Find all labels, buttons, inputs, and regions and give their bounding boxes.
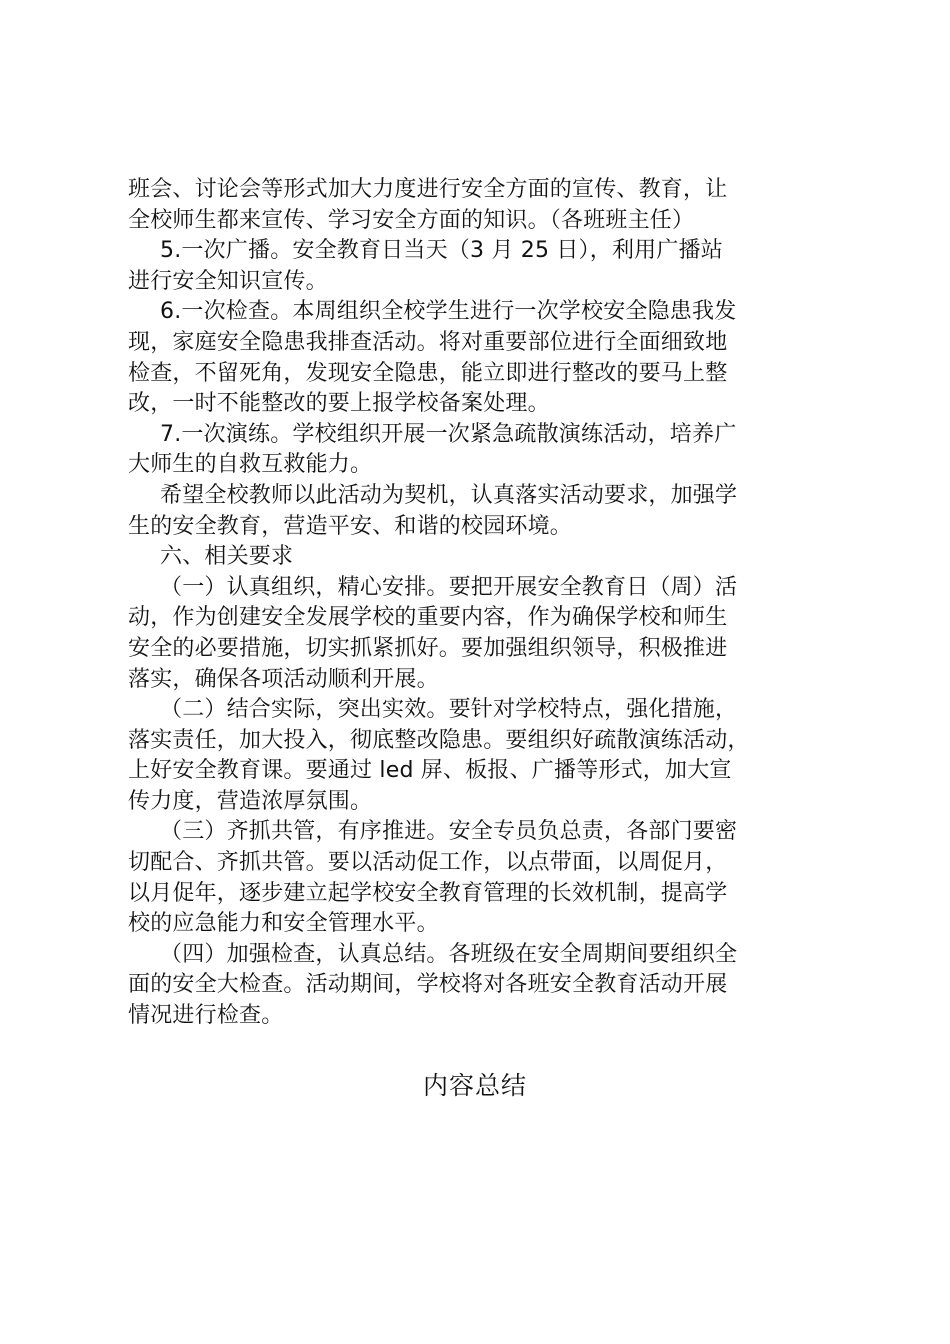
text-line: （一）认真组织，精心安排。要把开展安全教育日（周）活 bbox=[160, 574, 738, 600]
text-line: （二）结合实际，突出实效。要针对学校特点，强化措施， bbox=[160, 697, 738, 723]
text-line: （四）加强检查，认真总结。各班级在安全周期间要组织全 bbox=[160, 941, 738, 967]
text-line: 上好安全教育课。要通过 led 屏、板报、广播等形式，加大宣 bbox=[128, 758, 732, 784]
text-line: 切配合、齐抓共管。要以活动促工作，以点带面，以周促月， bbox=[128, 850, 728, 876]
text-line: 校的应急能力和安全管理水平。 bbox=[128, 911, 439, 937]
text-line: 7.一次演练。学校组织开展一次紧急疏散演练活动，培养广 bbox=[160, 421, 737, 447]
summary-heading: 内容总结 bbox=[422, 1071, 527, 1100]
text-line: 检查，不留死角，发现安全隐患，能立即进行整改的要马上整 bbox=[128, 360, 728, 386]
text-line: 情况进行检查。 bbox=[128, 1003, 284, 1029]
text-line: 希望全校教师以此活动为契机，认真落实活动要求，加强学 bbox=[160, 482, 738, 508]
text-line: 进行安全知识宣传。 bbox=[128, 268, 328, 294]
text-line: 全校师生都来宣传、学习安全方面的知识。（各班班主任） bbox=[128, 207, 695, 233]
text-line: 班会、讨论会等形式加大力度进行安全方面的宣传、教育，让 bbox=[128, 177, 728, 202]
text-line: 大师生的自救互救能力。 bbox=[128, 452, 373, 478]
text-line: 改，一时不能整改的要上报学校备案处理。 bbox=[128, 391, 550, 417]
text-line: 面的安全大检查。活动期间，学校将对各班安全教育活动开展 bbox=[128, 972, 728, 998]
text-line: 现，家庭安全隐患我排查活动。将对重要部位进行全面细致地 bbox=[128, 329, 728, 355]
text-line: （三）齐抓共管，有序推进。安全专员负总责，各部门要密 bbox=[160, 819, 738, 845]
text-line: 动，作为创建安全发展学校的重要内容，作为确保学校和师生 bbox=[128, 605, 728, 631]
text-line: 生的安全教育，营造平安、和谐的校园环境。 bbox=[128, 513, 573, 539]
text-line: 6.一次检查。本周组织全校学生进行一次学校安全隐患我发 bbox=[160, 299, 737, 325]
text-line: 传力度，营造浓厚氛围。 bbox=[128, 788, 373, 814]
text-line: 安全的必要措施，切实抓紧抓好。要加强组织领导，积极推进 bbox=[128, 635, 728, 661]
text-line: 落实，确保各项活动顺利开展。 bbox=[128, 666, 439, 692]
document-body bbox=[128, 175, 828, 1032]
text-line: 落实责任，加大投入，彻底整改隐患。要组织好疏散演练活动， bbox=[128, 727, 750, 753]
text-line: 六、相关要求 bbox=[160, 544, 294, 570]
text-line: 以月促年，逐步建立起学校安全教育管理的长效机制，提高学 bbox=[128, 880, 728, 906]
text-line: 5.一次广播。安全教育日当天（3 月 25 日），利用广播站 bbox=[160, 238, 723, 264]
